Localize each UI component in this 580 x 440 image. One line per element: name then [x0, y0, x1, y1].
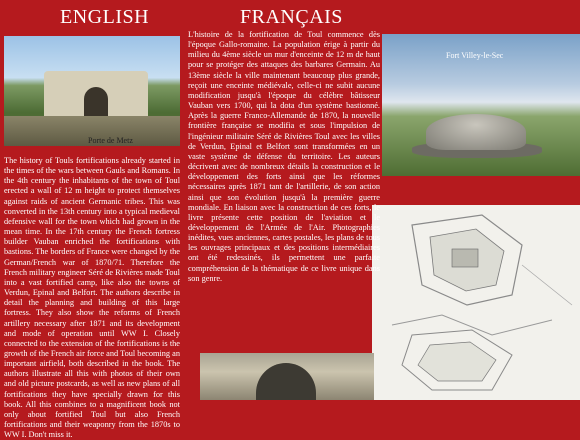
- english-body-text: The history of Touls fortifications already started in the times of the wars between Gauls and Romans. In the 4th century the inhabitants of the town of Toul erected a wall of 12 m height to protect themselves against raids of ancient Germanic tribes. This was converted in the 13th century into a typical medieval defensive wall for the town which had grown in the mean time. In the 17th century the French fortress builder Vauban enriched the fortifications with bastions. The borders of France were changed by the German/French war of 1870/71. Therefore the French military engineer Séré de Rivières made Toul into a vast fortified camp, like also the towns of Verdun, Epinal and Belfort. The authors describe in detail the planning and building of this large fortress. They also show the reforms of French artillery necessary after 1871 and its development and mode of operation until WW I. Closely connected to the extension of the fortifications is the growth of the French air force and Toul becoming an important airfield, both described in the book. The authors illustrate all this with photos of their own and old picture postcards, as well as new plans of all fortifications they have specially drawn for this book. All this combines to a magnificent book not only about fortified Toul but also French fortifications and their weaponry from the 1870s to WW I. Don't miss it.: [4, 156, 180, 440]
- arch-entrance: [256, 363, 316, 400]
- caption-fort-villey-le-sec: Fort Villey-le-Sec: [446, 51, 504, 60]
- fort-plan-drawing: [372, 205, 580, 400]
- caption-porte-de-metz: Porte de Metz: [88, 136, 133, 145]
- heading-english: ENGLISH: [60, 6, 150, 28]
- plan-svg: [372, 205, 580, 400]
- turret-dome: [426, 114, 526, 150]
- fort-interior-photo: [200, 353, 374, 400]
- french-body-text: L'histoire de la fortification de Toul commence dès l'époque Gallo-romaine. La population érige à partir du milieu du 4ème siècle un mur d'enceinte de 12 m de haut pour se protéger des attaques des barbares Germain. Au 13ème siècle la ville maintenant beaucoup plus grande, reçoit une enceinte médiévale, celle-ci ne subit aucune modification jusqu'à l'époque du célèbre bâtisseur Vauban vers 1700, qui la dota d'un système bastionné. Après la guerre Franco-Allemande de 1870, la nouvelle frontière française se modifia et sous l'impulsion de l'ingénieur militaire Séré de Rivières Toul avec les villes de Verdun, Epinal et Belfort sont transformées en un vaste système de défense du territoire. Les auteurs décrivent avec de nombreux détails la construction et le développement des forts ainsi que les réformes nécessaires après 1871 tant de l'artillerie, de son action ainsi que son évolution jusqu'à la première guerre mondiale. En liaison avec la construction de ces forts, le livre présente cette position de l'aviation et le développement de l'Armée de l'Air. Photographies inédites, vues anciennes, cartes postales, les plans de tous les ouvrages principaux et des positions intermédiaires ont été redessinés, ils permettent une parfaite compréhension de la thématique de ce livre unique dans son genre.: [188, 30, 380, 283]
- porte-de-metz-photo: [4, 36, 180, 146]
- heading-french: FRANÇAIS: [240, 6, 343, 28]
